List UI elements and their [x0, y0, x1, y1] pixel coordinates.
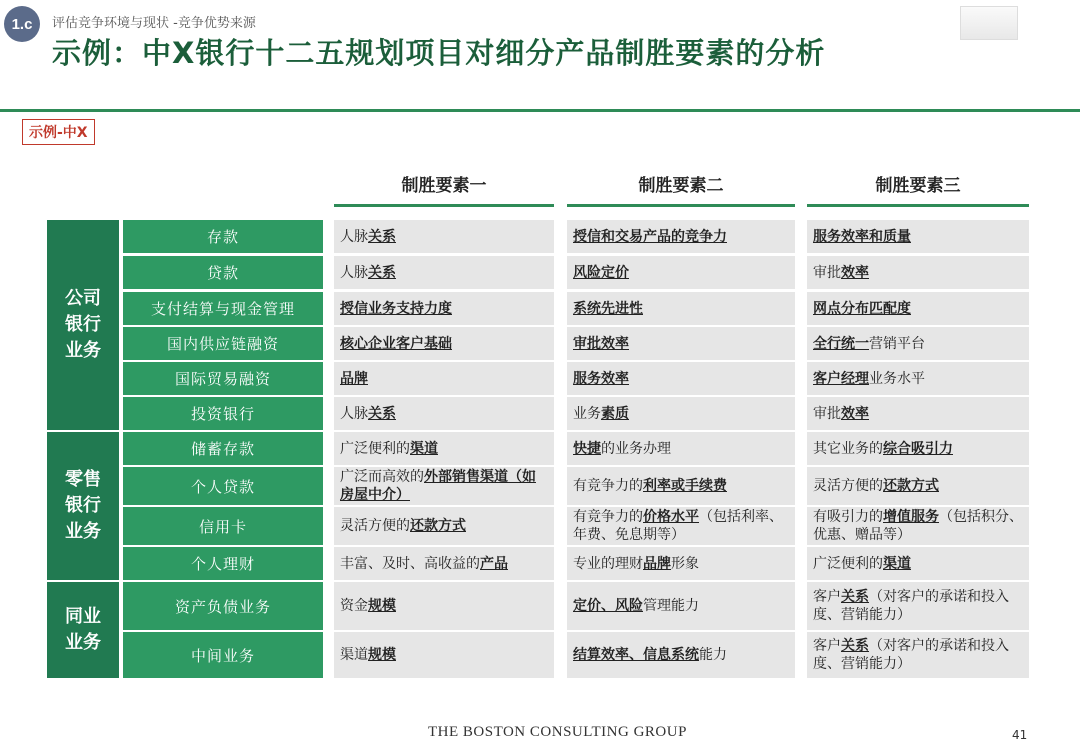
factor-cell: 服务效率: [567, 362, 795, 395]
section-badge: 1.c: [4, 6, 40, 42]
column-header-factor-3: 制胜要素三: [807, 168, 1029, 207]
breadcrumb: 评估竞争环境与现状 -竞争优势来源: [52, 16, 256, 31]
factor-cell: 渠道规模: [334, 632, 554, 678]
factor-cell: 审批效率: [807, 397, 1029, 430]
product-label: 国内供应链融资: [123, 327, 323, 360]
product-label: 中间业务: [123, 632, 323, 678]
factor-cell: 核心企业客户基础: [334, 327, 554, 360]
column-header-factor-1: 制胜要素一: [334, 168, 554, 207]
product-label: 存款: [123, 220, 323, 253]
factor-cell: 有竞争力的价格水平（包括利率、年费、免息期等）: [567, 507, 795, 545]
factor-cell: 客户关系（对客户的承诺和投入度、营销能力）: [807, 582, 1029, 630]
factor-cell: 网点分布匹配度: [807, 292, 1029, 325]
title-divider: [0, 109, 1080, 112]
factor-cell: 全行统一营销平台: [807, 327, 1029, 360]
product-label: 个人贷款: [123, 467, 323, 505]
page-title: 示例：中X银行十二五规划项目对细分产品制胜要素的分析: [52, 36, 826, 70]
factor-cell: 服务效率和质量: [807, 220, 1029, 253]
factor-cell: 广泛便利的渠道: [334, 432, 554, 465]
factor-cell: 广泛便利的渠道: [807, 547, 1029, 580]
product-label: 信用卡: [123, 507, 323, 545]
factor-cell: 风险定价: [567, 256, 795, 289]
product-label: 投资银行: [123, 397, 323, 430]
logo-placeholder: [960, 6, 1018, 40]
factor-cell: 授信和交易产品的竞争力: [567, 220, 795, 253]
factor-cell: 灵活方便的还款方式: [334, 507, 554, 545]
product-label: 贷款: [123, 256, 323, 289]
factor-cell: 丰富、及时、高收益的产品: [334, 547, 554, 580]
factor-cell: 审批效率: [567, 327, 795, 360]
product-label: 国际贸易融资: [123, 362, 323, 395]
group-label: 公司 银行 业务: [47, 220, 119, 430]
factor-cell: 快捷的业务办理: [567, 432, 795, 465]
example-tag: 示例-中X: [22, 119, 95, 145]
factor-cell: 资金规模: [334, 582, 554, 630]
factor-cell: 专业的理财品牌形象: [567, 547, 795, 580]
factor-cell: 其它业务的综合吸引力: [807, 432, 1029, 465]
column-header-factor-2: 制胜要素二: [567, 168, 795, 207]
factor-cell: 品牌: [334, 362, 554, 395]
product-label: 个人理财: [123, 547, 323, 580]
product-label: 资产负债业务: [123, 582, 323, 630]
factor-cell: 结算效率、信息系统能力: [567, 632, 795, 678]
factor-cell: 人脉关系: [334, 397, 554, 430]
factor-cell: 客户经理业务水平: [807, 362, 1029, 395]
group-label: 零售 银行 业务: [47, 432, 119, 580]
factor-cell: 人脉关系: [334, 220, 554, 253]
factor-cell: 有竞争力的利率或手续费: [567, 467, 795, 505]
group-label: 同业 业务: [47, 582, 119, 678]
factor-cell: 有吸引力的增值服务（包括积分、优惠、赠品等）: [807, 507, 1029, 545]
factor-cell: 人脉关系: [334, 256, 554, 289]
factor-cell: 授信业务支持力度: [334, 292, 554, 325]
factor-cell: 系统先进性: [567, 292, 795, 325]
factor-cell: 定价、风险管理能力: [567, 582, 795, 630]
product-label: 储蓄存款: [123, 432, 323, 465]
factor-cell: 业务素质: [567, 397, 795, 430]
product-label: 支付结算与现金管理: [123, 292, 323, 325]
footer-brand: THE BOSTON CONSULTING GROUP: [428, 724, 687, 740]
factor-cell: 审批效率: [807, 256, 1029, 289]
page-number: 41: [1012, 728, 1028, 742]
factor-cell: 客户关系（对客户的承诺和投入度、营销能力）: [807, 632, 1029, 678]
factor-cell: 灵活方便的还款方式: [807, 467, 1029, 505]
factor-cell: 广泛而高效的外部销售渠道（如房屋中介）: [334, 467, 554, 505]
